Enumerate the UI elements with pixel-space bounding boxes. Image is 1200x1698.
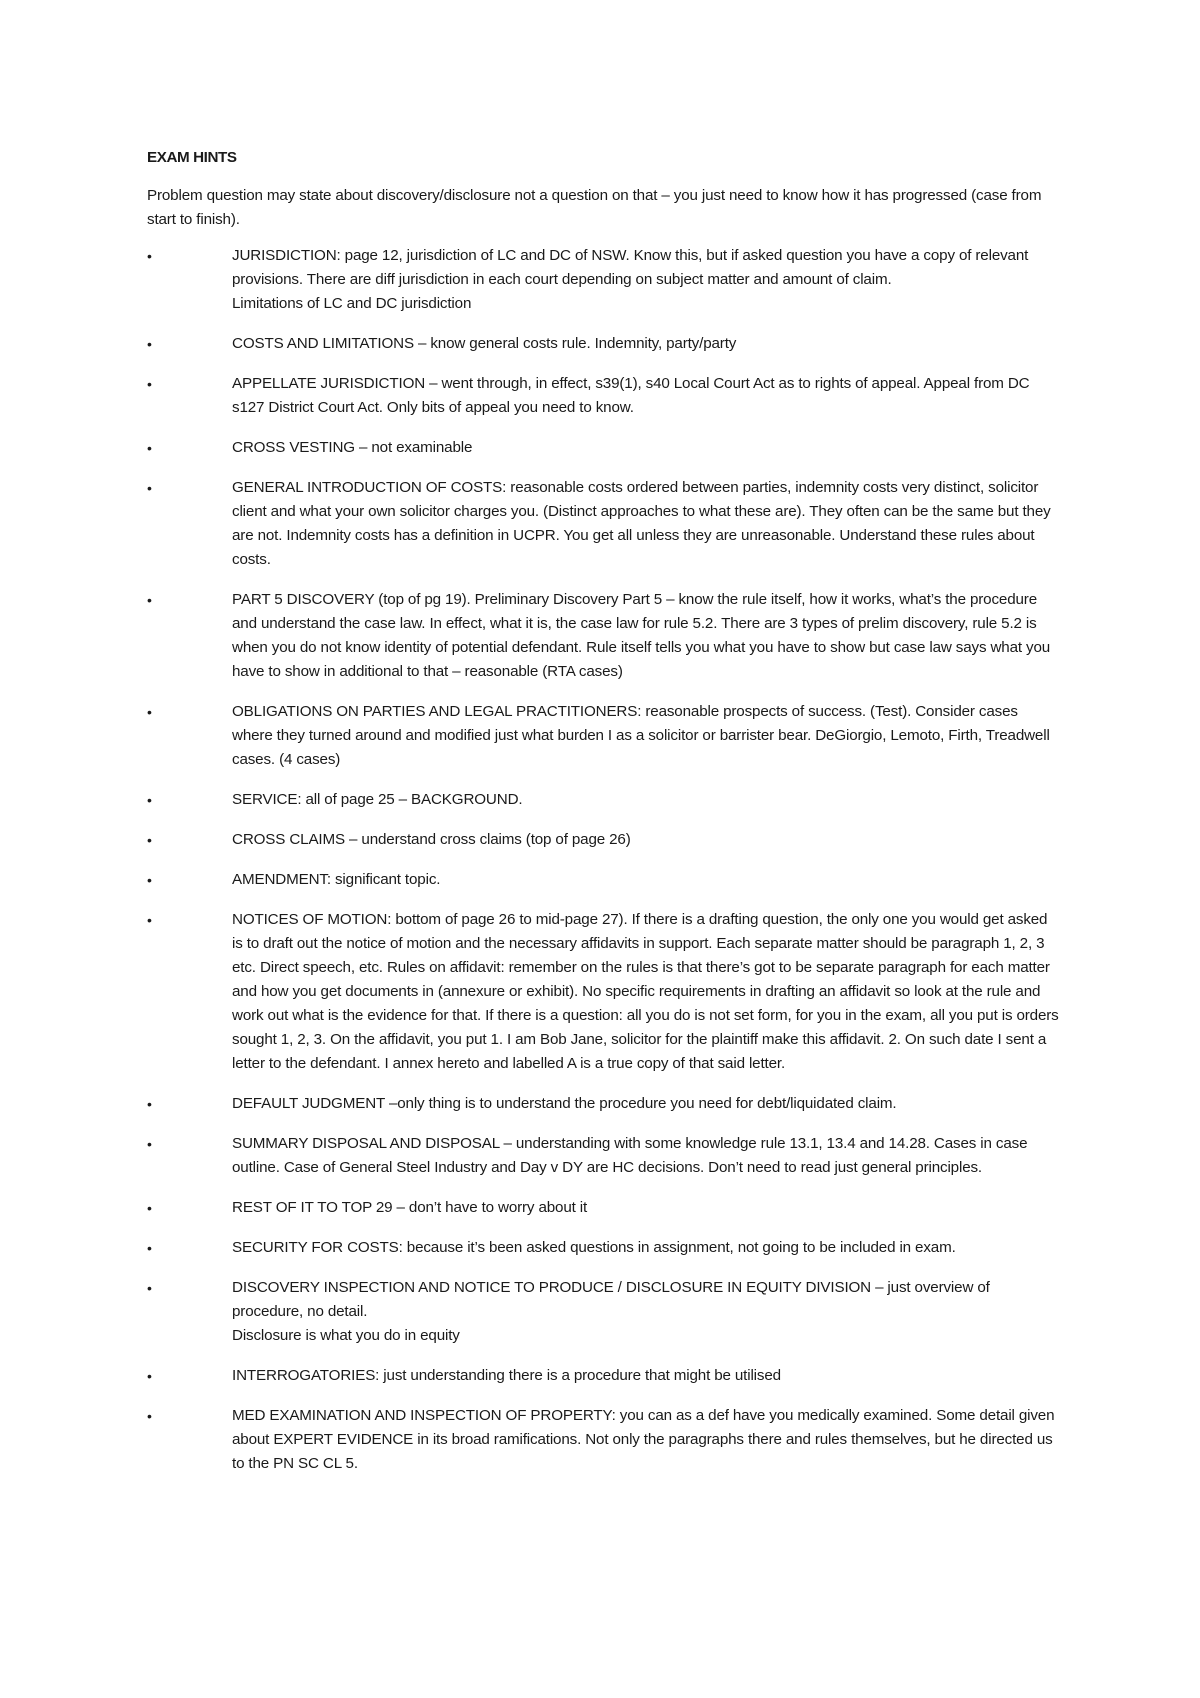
bullet-icon: • xyxy=(147,1408,152,1424)
list-item xyxy=(147,1132,1062,1180)
list-item xyxy=(147,476,1062,572)
list-item-extra-text: Limitations of LC and DC jurisdiction xyxy=(232,295,472,312)
list-item-text: JURISDICTION: page 12, jurisdiction of LC and DC of NSW. Know this, but if asked question you have a copy of relevant provisions. There are diff jurisdiction in each court depending on subject matter and amount of claim. xyxy=(232,247,1029,288)
list-item xyxy=(147,332,1062,356)
bullet-icon: • xyxy=(147,1240,152,1256)
bullet-icon: • xyxy=(147,704,152,720)
list-item-text: OBLIGATIONS ON PARTIES AND LEGAL PRACTITIONERS: reasonable prospects of success. (Test). Consider cases where they turned around and modified just what burden I as a solicitor or barrister bear. DeGiorgio, Lemoto, Firth, Treadwell cases. (4 cases) xyxy=(232,703,1050,768)
list-item xyxy=(147,700,1062,772)
list-item xyxy=(147,436,1062,460)
page-title: EXAM HINTS xyxy=(147,149,237,166)
list-item-text: MED EXAMINATION AND INSPECTION OF PROPERTY: you can as a def have you medically examined. Some detail given about EXPERT EVIDENCE in its broad ramifications. Not only the paragraphs there and rules themselves, but he directed us to the PN SC CL 5. xyxy=(232,1407,1055,1472)
list-item-text: CROSS CLAIMS – understand cross claims (top of page 26) xyxy=(232,831,631,848)
list-item-text: AMENDMENT: significant topic. xyxy=(232,871,441,888)
list-item xyxy=(147,372,1062,420)
bullet-icon: • xyxy=(147,336,152,352)
list-item xyxy=(147,1276,1062,1348)
bullet-icon: • xyxy=(147,1136,152,1152)
bullet-icon: • xyxy=(147,248,152,264)
bullet-icon: • xyxy=(147,1200,152,1216)
list-item xyxy=(147,1404,1062,1476)
bullet-icon: • xyxy=(147,792,152,808)
list-item-text: NOTICES OF MOTION: bottom of page 26 to mid-page 27). If there is a drafting question, the only one you would get asked is to draft out the notice of motion and the necessary affidavits in support. Each separate matter should be paragraph 1, 2, 3 etc. Direct speech, etc. Rules on affidavit: remember on the rules is that there’s got to be separate paragraph for each matter and how you get documents in (annexure or exhibit). No specific requirements in drafting an affidavit so look at the rule and work out what is the evidence for that. If there is a question: all you do is not set form, for you in the exam, all you put is orders sought 1, 2, 3. On the affidavit, you put 1. I am Bob Jane, solicitor for the plaintiff make this affidavit. 2. On such date I sent a letter to the defendant. I annex hereto and labelled A is a true copy of that said letter. xyxy=(232,911,1059,1072)
list-item xyxy=(147,788,1062,812)
bullet-icon: • xyxy=(147,1280,152,1296)
list-item-text: SERVICE: all of page 25 – BACKGROUND. xyxy=(232,791,523,808)
list-item-text: GENERAL INTRODUCTION OF COSTS: reasonable costs ordered between parties, indemnity costs very distinct, solicitor client and what your own solicitor charges you. (Distinct approaches to what these are). They often can be the same but they are not. Indemnity costs has a definition in UCPR. You get all unless they are unreasonable. Understand these rules about costs. xyxy=(232,479,1051,568)
list-item-text: REST OF IT TO TOP 29 – don’t have to worry about it xyxy=(232,1199,588,1216)
list-item-text: INTERROGATORIES: just understanding there is a procedure that might be utilised xyxy=(232,1367,781,1384)
exam-hints-list xyxy=(147,244,1062,1476)
list-item xyxy=(147,828,1062,852)
list-item-text: APPELLATE JURISDICTION – went through, in effect, s39(1), s40 Local Court Act as to rights of appeal. Appeal from DC s127 District Court Act. Only bits of appeal you need to know. xyxy=(232,375,1030,416)
list-item xyxy=(147,908,1062,1076)
list-item xyxy=(147,1236,1062,1260)
list-item-text: SUMMARY DISPOSAL AND DISPOSAL – understanding with some knowledge rule 13.1, 13.4 and 14.28. Cases in case outline. Case of General Steel Industry and Day v DY are HC decisions. Don’t need to read just general principles. xyxy=(232,1135,1028,1176)
bullet-icon: • xyxy=(147,376,152,392)
bullet-icon: • xyxy=(147,872,152,888)
bullet-icon: • xyxy=(147,1096,152,1112)
list-item-text: CROSS VESTING – not examinable xyxy=(232,439,473,456)
list-item xyxy=(147,1364,1062,1388)
list-item-text: COSTS AND LIMITATIONS – know general costs rule. Indemnity, party/party xyxy=(232,335,737,352)
list-item xyxy=(147,1196,1062,1220)
list-item xyxy=(147,1092,1062,1116)
bullet-icon: • xyxy=(147,480,152,496)
bullet-icon: • xyxy=(147,912,152,928)
bullet-icon: • xyxy=(147,832,152,848)
bullet-icon: • xyxy=(147,440,152,456)
list-item-text: DISCOVERY INSPECTION AND NOTICE TO PRODUCE / DISCLOSURE IN EQUITY DIVISION – just overview of procedure, no detail. xyxy=(232,1279,990,1320)
list-item xyxy=(147,244,1062,316)
bullet-icon: • xyxy=(147,1368,152,1384)
list-item xyxy=(147,868,1062,892)
intro-paragraph: Problem question may state about discovery/disclosure not a question on that – you just need to know how it has progressed (case from start to finish). xyxy=(147,187,1042,228)
list-item xyxy=(147,588,1062,684)
list-item-text: DEFAULT JUDGMENT –only thing is to understand the procedure you need for debt/liquidated claim. xyxy=(232,1095,897,1112)
bullet-icon: • xyxy=(147,592,152,608)
list-item-extra-text: Disclosure is what you do in equity xyxy=(232,1327,460,1344)
list-item-text: PART 5 DISCOVERY (top of pg 19). Preliminary Discovery Part 5 – know the rule itself, how it works, what’s the procedure and understand the case law. In effect, what it is, the case law for rule 5.2. There are 3 types of prelim discovery, rule 5.2 is when you do not know identity of potential defendant. Rule itself tells you what you have to show but case law says what you have to show in additional to that – reasonable (RTA cases) xyxy=(232,591,1051,680)
list-item-text: SECURITY FOR COSTS: because it’s been asked questions in assignment, not going to be included in exam. xyxy=(232,1239,956,1256)
document-body xyxy=(147,146,1062,1492)
